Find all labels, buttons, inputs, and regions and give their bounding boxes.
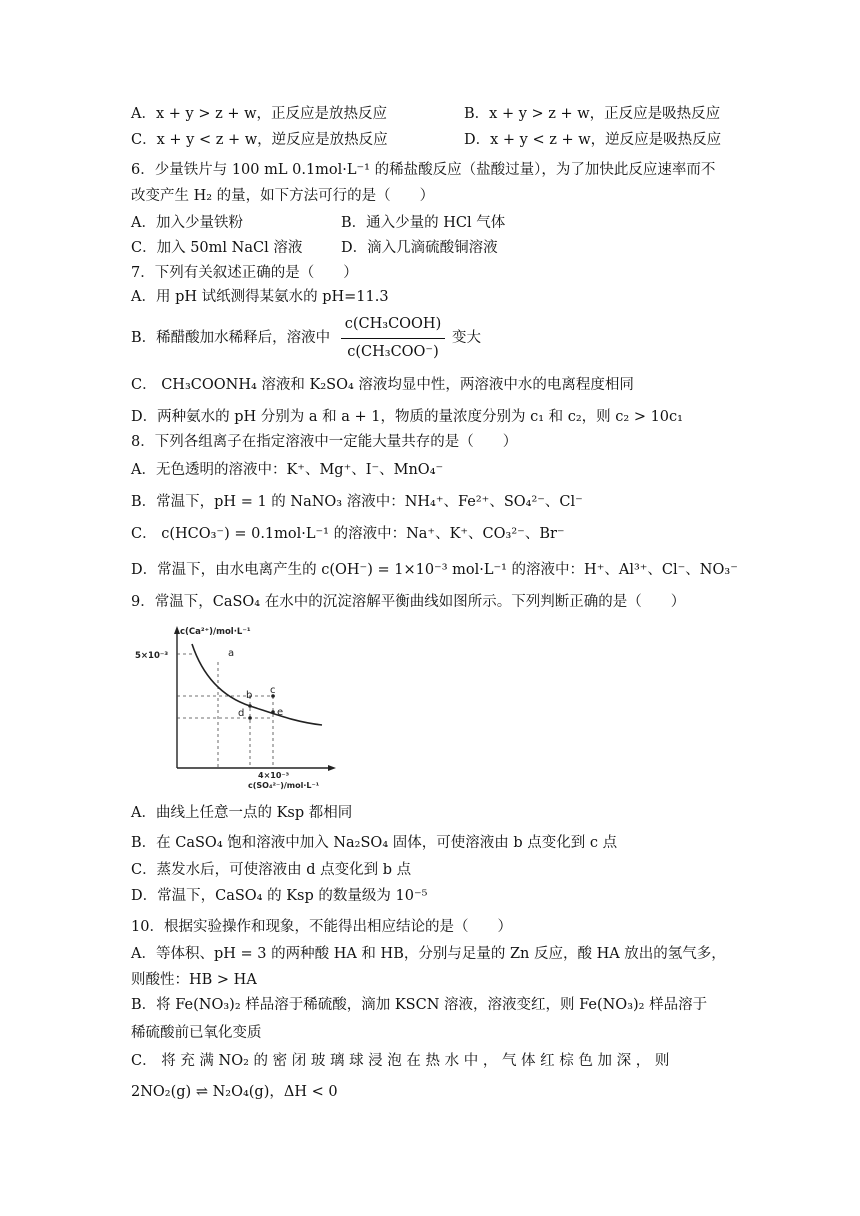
q9-option-c: C．蒸发水后，可使溶液由 d 点变化到 b 点: [131, 862, 412, 878]
q10-stem: 10．根据实验操作和现象，不能得出相应结论的是（ ）: [131, 919, 512, 935]
point-label-d: d: [238, 708, 245, 719]
q8-option-a: A．无色透明的溶液中：K⁺、Mg⁺、I⁻、MnO₄⁻: [131, 462, 444, 478]
q8-option-d: D．常温下，由水电离产生的 c(OH⁻) = 1×10⁻³ mol·L⁻¹ 的溶液中：H⁺、Al³⁺、Cl⁻、NO₃⁻: [131, 562, 738, 578]
y-axis-label: c(Ca²⁺)/mol·L⁻¹: [180, 627, 251, 637]
equilibrium-curve: [192, 644, 322, 725]
q7-stem: 7．下列有关叙述正确的是（ ）: [131, 265, 358, 281]
q10-option-a-line1: A．等体积、pH = 3 的两种酸 HA 和 HB，分别与足量的 Zn 反应，酸 HA 放出的氢气多，: [131, 946, 726, 962]
q5-option-b: B．x + y > z + w，正反应是吸热反应: [464, 106, 721, 122]
q7-option-a: A．用 pH 试纸测得某氨水的 pH=11.3: [131, 289, 389, 305]
q9-stem: 9．常温下，CaSO₄ 在水中的沉淀溶解平衡曲线如图所示。下列判断正确的是（ ）: [131, 594, 686, 610]
q7-option-b-prefix: B．稀醋酸加水稀释后，溶液中: [131, 330, 331, 346]
q7-option-b-numerator: c(CH₃COOH): [344, 316, 442, 332]
q8-option-c: C． c(HCO₃⁻) = 0.1mol·L⁻¹ 的溶液中：Na⁺、K⁺、CO₃²⁻、Br⁻: [131, 526, 565, 542]
q6-stem-line2: 改变产生 H₂ 的量，如下方法可行的是（ ）: [131, 188, 435, 204]
point-label-a: a: [228, 648, 235, 659]
q7-option-c: C． CH₃COONH₄ 溶液和 K₂SO₄ 溶液均显中性，两溶液中水的电离程度相同: [131, 377, 634, 393]
y-tick-label: 5×10⁻³: [135, 651, 169, 661]
q9-option-b: B．在 CaSO₄ 饱和溶液中加入 Na₂SO₄ 固体，可使溶液由 b 点变化到 c 点: [131, 835, 618, 851]
point-e: [271, 710, 275, 714]
fraction-bar: [341, 338, 445, 339]
q7-option-b-suffix: 变大: [452, 330, 481, 346]
q6-option-b: B．通入少量的 HCl 气体: [341, 215, 506, 231]
point-d: [248, 716, 252, 720]
q10-option-b-line1: B．将 Fe(NO₃)₂ 样品溶于稀硫酸，滴加 KSCN 溶液，溶液变红，则 Fe(NO₃)₂ 样品溶于: [131, 997, 708, 1013]
point-label-b: b: [246, 690, 253, 701]
q5-option-a: A．x + y > z + w，正反应是放热反应: [131, 106, 387, 122]
q7-option-b-denominator: c(CH₃COO⁻): [347, 344, 439, 360]
q9-option-d: D．常温下，CaSO₄ 的 Ksp 的数量级为 10⁻⁵: [131, 888, 428, 904]
point-b: [248, 704, 252, 708]
q8-option-b: B．常温下，pH = 1 的 NaNO₃ 溶液中：NH₄⁺、Fe²⁺、SO₄²⁻、Cl⁻: [131, 494, 583, 510]
q10-option-a-line2: 则酸性：HB > HA: [131, 972, 257, 988]
q7-option-d: D．两种氨水的 pH 分别为 a 和 a + 1，物质的量浓度分别为 c₁ 和 c₂，则 c₂ > 10c₁: [131, 409, 683, 425]
solubility-curve-graph: [130, 622, 340, 792]
q8-stem: 8．下列各组离子在指定溶液中一定能大量共存的是（ ）: [131, 434, 518, 450]
q5-option-d: D．x + y < z + w，逆反应是吸热反应: [464, 132, 722, 148]
point-label-e: e: [277, 707, 284, 718]
q10-option-b-line2: 稀硫酸前已氧化变质: [131, 1025, 262, 1041]
q9-option-a: A．曲线上任意一点的 Ksp 都相同: [131, 805, 353, 821]
q10-option-c-line2: 2NO₂(g) ⇌ N₂O₄(g)，ΔH < 0: [131, 1084, 338, 1100]
x-axis-arrow: [328, 765, 336, 771]
q10-option-c-line1: C． 将 充 满 NO₂ 的 密 闭 玻 璃 球 浸 泡 在 热 水 中 ， 气 体 红 棕 色 加 深 ， 则: [131, 1053, 670, 1069]
q6-option-c: C．加入 50ml NaCl 溶液: [131, 240, 303, 256]
q6-stem-line1: 6．少量铁片与 100 mL 0.1mol·L⁻¹ 的稀盐酸反应（盐酸过量），为了加快此反应速率而不: [131, 162, 716, 178]
x-tick-label: 4×10⁻³: [258, 771, 290, 780]
point-label-c: c: [270, 685, 276, 696]
q6-option-a: A．加入少量铁粉: [131, 215, 243, 231]
q5-option-c: C．x + y < z + w，逆反应是放热反应: [131, 132, 388, 148]
x-axis-label: c(SO₄²⁻)/mol·L⁻¹: [248, 781, 320, 790]
q6-option-d: D．滴入几滴硫酸铜溶液: [341, 240, 498, 256]
